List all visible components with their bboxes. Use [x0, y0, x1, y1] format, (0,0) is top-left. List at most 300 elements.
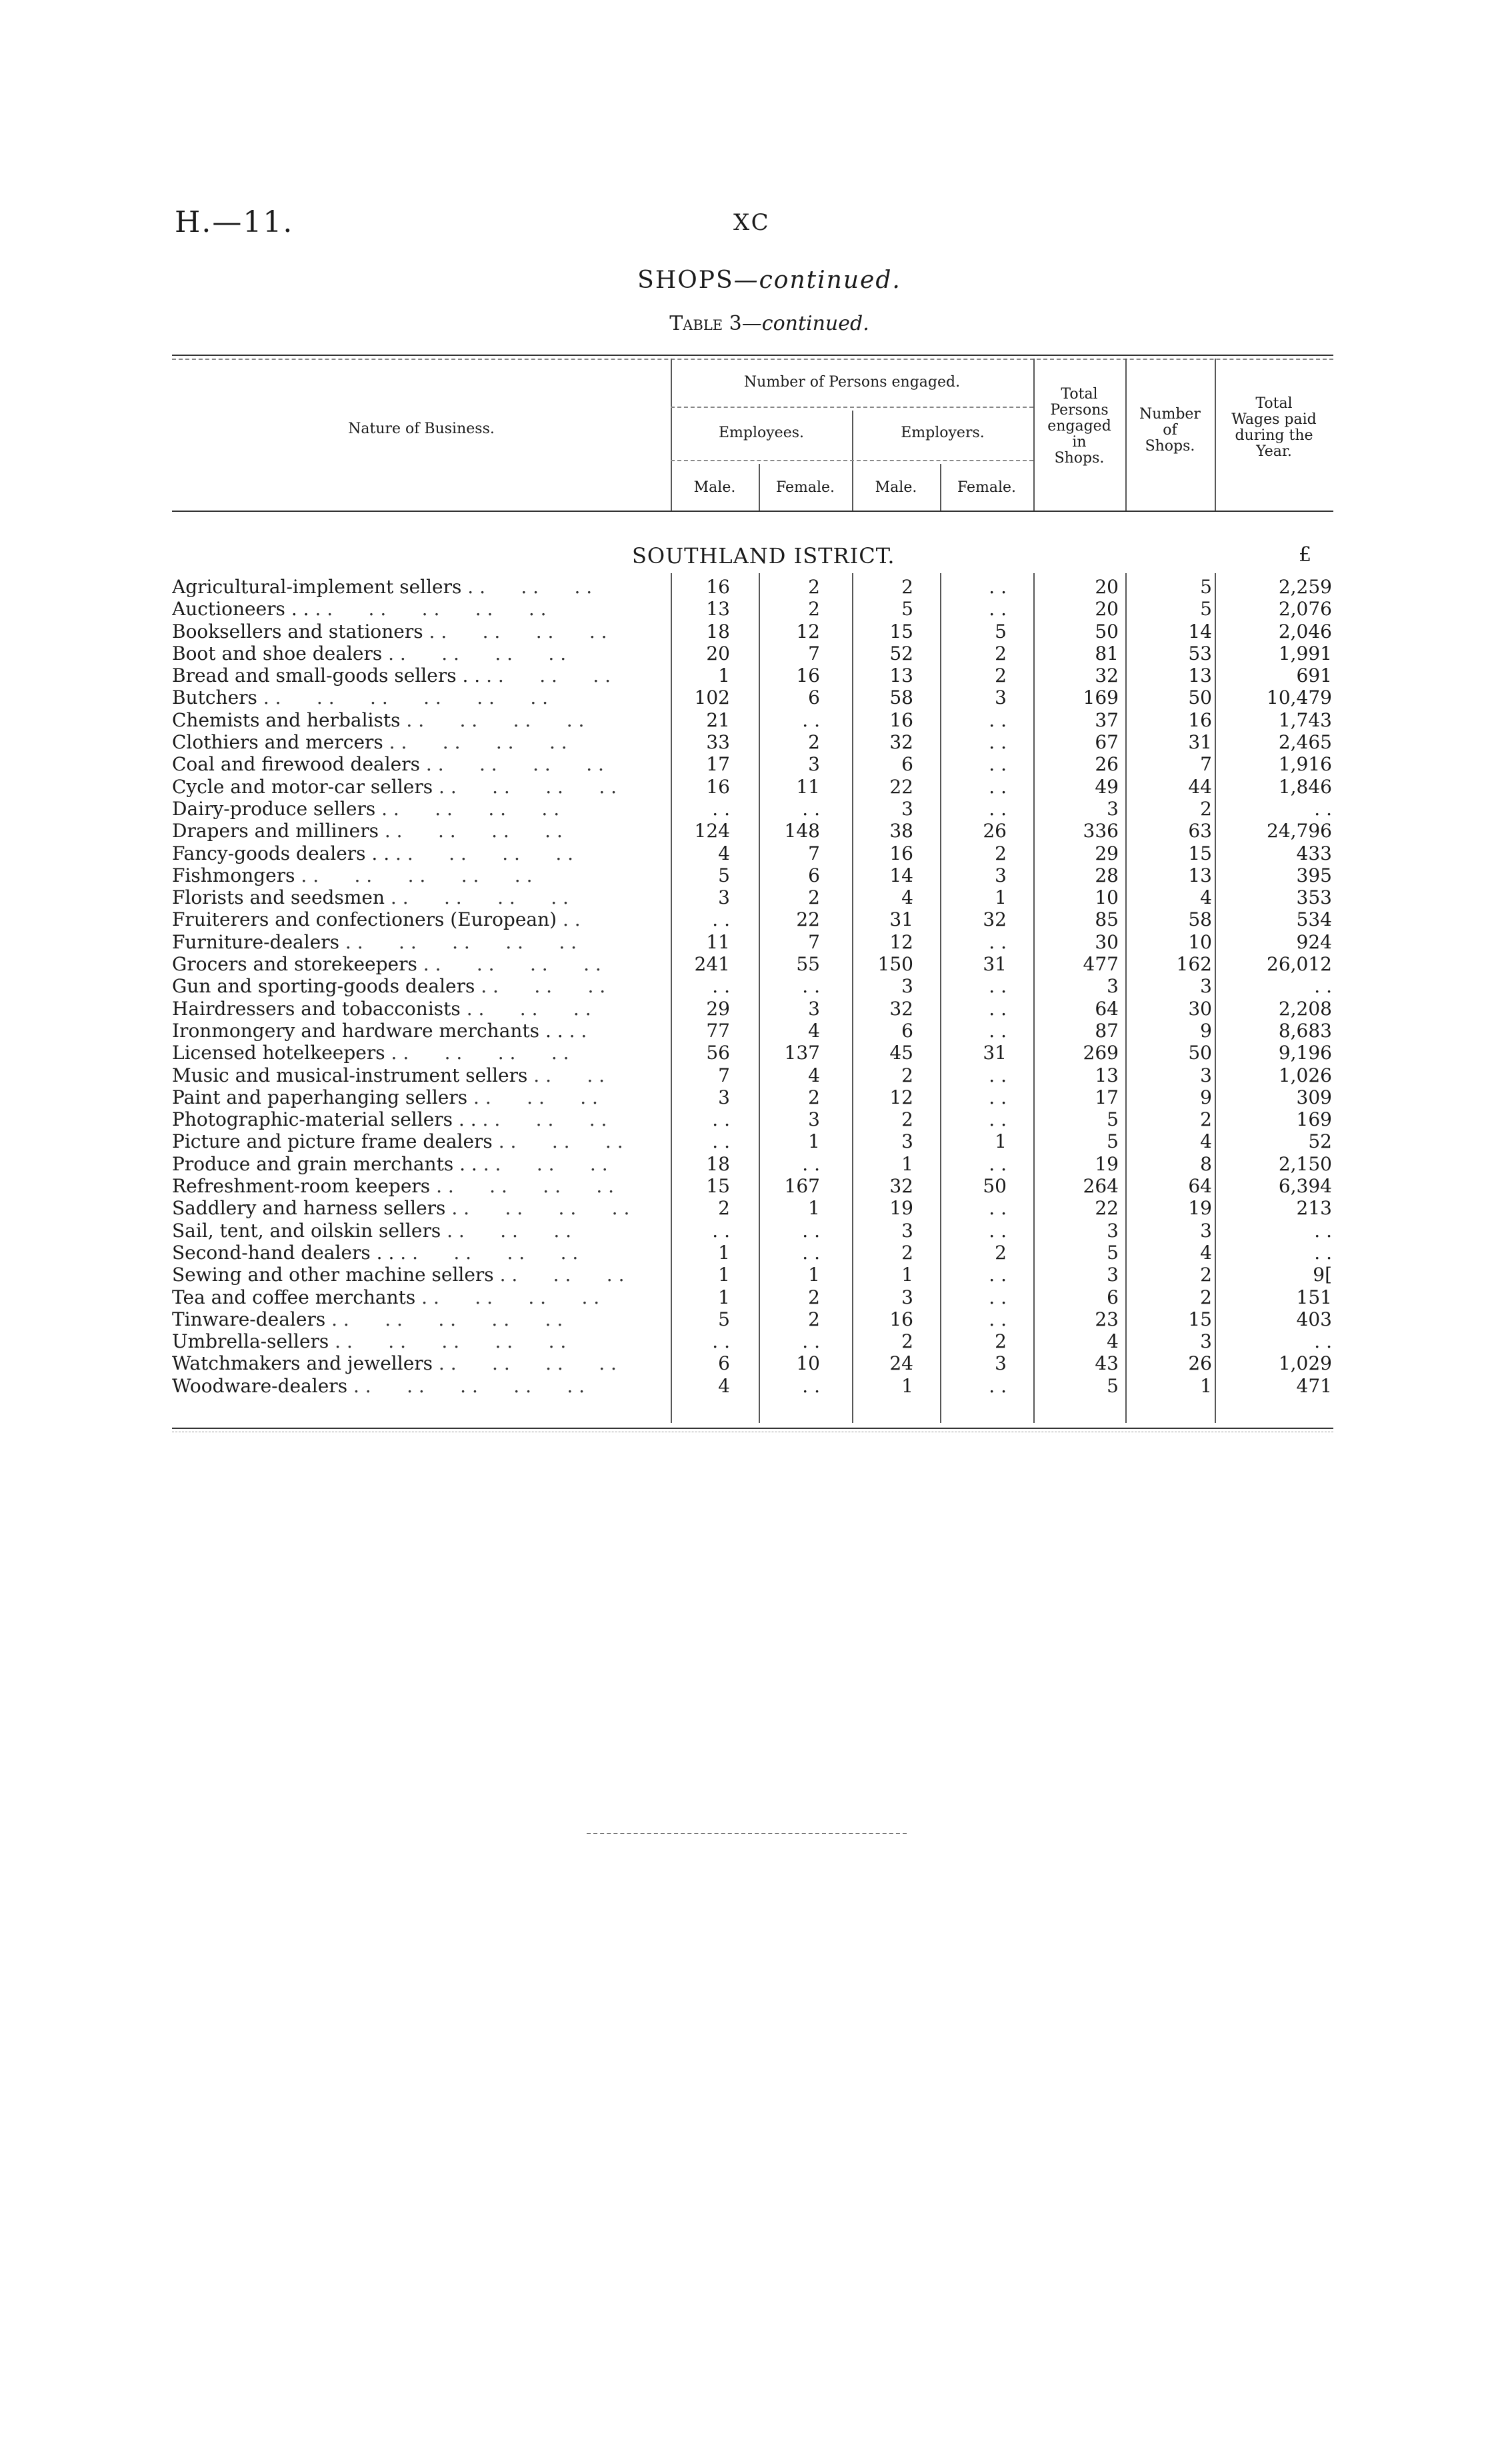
row-dot-leader: . . . . . . . . — [425, 753, 604, 776]
table-row — [172, 1308, 1333, 1330]
cell-number-of-shops: 1 — [1200, 1374, 1212, 1397]
cell-total-persons: 264 — [1083, 1175, 1119, 1198]
cell-total-persons: 87 — [1095, 1019, 1119, 1042]
cell-total-persons: 4 — [1107, 1330, 1119, 1353]
cell-total-persons: 269 — [1083, 1042, 1119, 1064]
cell-employees-female: 1 — [808, 1130, 820, 1153]
row-business-name — [172, 1286, 662, 1308]
row-business-name — [172, 931, 662, 953]
cell-employers-male: 4 — [901, 886, 913, 909]
row-business-name — [172, 1153, 662, 1175]
table-row — [172, 998, 1333, 1020]
cell-employers-male: 150 — [877, 953, 913, 976]
cell-number-of-shops: 63 — [1188, 820, 1212, 842]
row-business-name — [172, 842, 662, 864]
cell-total-wages: 309 — [1296, 1086, 1332, 1108]
cell-employers-female: 5 — [995, 620, 1007, 642]
cell-employees-female: 2 — [808, 1286, 820, 1308]
row-business-name — [172, 953, 662, 975]
cell-employers-male: 6 — [901, 753, 913, 776]
table-row — [172, 864, 1333, 886]
cell-total-persons: 85 — [1095, 908, 1119, 931]
cell-total-persons: 169 — [1083, 686, 1119, 709]
cell-employees-male: 17 — [706, 753, 730, 776]
cell-total-persons: 67 — [1095, 731, 1119, 754]
cell-employers-male: 2 — [901, 1064, 913, 1086]
cell-employees-female: 148 — [784, 820, 820, 842]
cell-total-persons: 6 — [1107, 1286, 1119, 1308]
row-business-name — [172, 598, 662, 620]
cell-employers-female: 2 — [995, 842, 1007, 864]
row-business-label: Refreshment-room keepers — [172, 1175, 431, 1198]
cell-employees-male: 7 — [718, 1064, 730, 1086]
column-group-persons: Number of Persons engaged. — [743, 374, 961, 391]
cell-employers-male: 38 — [889, 820, 913, 842]
row-business-label: Picture and picture frame dealers — [172, 1130, 493, 1153]
row-business-name — [172, 798, 662, 820]
cell-number-of-shops: 10 — [1188, 930, 1212, 953]
table-row — [172, 1108, 1333, 1130]
row-business-label: Licensed hotelkeepers — [172, 1042, 385, 1064]
row-dot-leader: . . . . . . . . . . — [335, 1330, 567, 1353]
table-row — [172, 1375, 1333, 1397]
cell-employers-male: 31 — [889, 908, 913, 931]
cell-employees-male: 29 — [706, 997, 730, 1020]
cell-number-of-shops: 31 — [1188, 731, 1212, 754]
cell-employers-female: . . — [989, 753, 1007, 776]
section-title-main: SHOPS — [637, 267, 734, 294]
cell-employers-female: 32 — [983, 908, 1007, 931]
cell-employers-female: . . — [989, 1197, 1007, 1220]
cell-employees-male: 4 — [718, 1374, 730, 1397]
table-row — [172, 642, 1333, 664]
cell-total-persons: 3 — [1107, 1264, 1119, 1286]
cell-number-of-shops: 3 — [1200, 1064, 1212, 1086]
cell-number-of-shops: 15 — [1188, 1308, 1212, 1330]
table-row — [172, 1220, 1333, 1242]
cell-employees-female: 2 — [808, 576, 820, 598]
cell-total-wages: 2,076 — [1278, 598, 1332, 620]
row-business-label: Bread and small-goods sellers . . — [172, 664, 481, 687]
cell-employees-female: 12 — [796, 620, 820, 642]
cell-employees-female: 1 — [808, 1197, 820, 1220]
column-nature: Nature of Business. — [348, 421, 495, 437]
cell-employers-female: . . — [989, 930, 1007, 953]
table-row — [172, 820, 1333, 842]
header-line: in — [1072, 434, 1087, 451]
row-dot-leader: . . . . . . . . — [406, 708, 585, 731]
currency-symbol: £ — [1299, 543, 1312, 567]
row-business-label: Produce and grain merchants . . — [172, 1152, 477, 1175]
cell-employees-male: 241 — [694, 953, 730, 976]
page-reference: H.—11. — [175, 205, 294, 239]
cell-employers-male: 3 — [901, 797, 913, 820]
cell-employees-male: 18 — [706, 1152, 730, 1175]
row-business-label: Agricultural-implement sellers — [172, 576, 462, 598]
cell-employees-female: . . — [802, 708, 820, 731]
row-dot-leader: . . . . — [533, 1064, 605, 1086]
table-row — [172, 620, 1333, 642]
cell-number-of-shops: 3 — [1200, 1219, 1212, 1242]
cell-employers-female: . . — [989, 975, 1007, 998]
cell-employees-female: 11 — [796, 775, 820, 798]
cell-total-wages: 1,991 — [1278, 642, 1332, 664]
cell-employees-female: . . — [802, 1219, 820, 1242]
cell-total-wages: 52 — [1308, 1130, 1332, 1153]
row-dot-leader: . . . . . . — [481, 975, 606, 998]
header-bottom-rule — [172, 511, 1333, 512]
cell-employers-male: 16 — [889, 708, 913, 731]
row-business-label: Boot and shoe dealers — [172, 642, 383, 664]
cell-employers-male: 16 — [889, 842, 913, 864]
header-line: Shops. — [1054, 450, 1105, 467]
table-row — [172, 1153, 1333, 1175]
table-row — [172, 598, 1333, 620]
table-row — [172, 886, 1333, 908]
cell-total-persons: 17 — [1095, 1086, 1119, 1108]
table-title — [0, 312, 1512, 335]
row-business-name — [172, 642, 662, 664]
cell-employees-female: 7 — [808, 842, 820, 864]
cell-number-of-shops: 3 — [1200, 1330, 1212, 1353]
cell-employers-female: . . — [989, 1286, 1007, 1308]
cell-employees-male: . . — [712, 797, 730, 820]
row-business-name — [172, 975, 662, 997]
cell-number-of-shops: 4 — [1200, 886, 1212, 909]
cell-total-wages: 395 — [1296, 864, 1332, 886]
cell-employees-male: 13 — [706, 598, 730, 620]
cell-number-of-shops: 162 — [1176, 953, 1212, 976]
cell-employers-female: . . — [989, 997, 1007, 1020]
row-business-label: Gun and sporting-goods dealers — [172, 975, 475, 998]
table-row — [172, 931, 1333, 953]
cell-employers-female: . . — [989, 1086, 1007, 1108]
row-dot-leader: . . . . . . . . . . — [331, 1308, 563, 1330]
cell-employees-male: . . — [712, 1219, 730, 1242]
row-business-name — [172, 686, 662, 708]
end-rule — [587, 1833, 907, 1834]
cell-total-persons: 23 — [1095, 1308, 1119, 1330]
row-business-name — [172, 753, 662, 775]
row-dot-leader: . . . . . . — [473, 1086, 598, 1108]
cell-total-persons: 81 — [1095, 642, 1119, 664]
cell-employees-female: 3 — [808, 753, 820, 776]
cell-total-wages: . . — [1314, 975, 1332, 998]
row-business-label: Coal and firewood dealers — [172, 753, 420, 776]
cell-employers-male: 2 — [901, 1241, 913, 1264]
row-dot-leader: . . . . . . . . . . . . — [263, 686, 549, 709]
cell-employees-female: 55 — [796, 953, 820, 976]
cell-total-persons: 5 — [1107, 1108, 1119, 1131]
cell-employers-female: 1 — [995, 886, 1007, 909]
row-business-label: Umbrella-sellers — [172, 1330, 329, 1353]
cell-number-of-shops: 4 — [1200, 1241, 1212, 1264]
cell-total-wages: 8,683 — [1278, 1019, 1332, 1042]
cell-employees-female: 2 — [808, 886, 820, 909]
cell-employees-male: . . — [712, 1330, 730, 1353]
cell-number-of-shops: 2 — [1200, 1264, 1212, 1286]
district-heading: SOUTHLAND ISTRICT. — [632, 543, 895, 569]
cell-employees-male: 5 — [718, 1308, 730, 1330]
cell-employers-female: . . — [989, 1219, 1007, 1242]
cell-employees-female: 22 — [796, 908, 820, 931]
cell-employers-male: 32 — [889, 997, 913, 1020]
row-business-label: Second-hand dealers . . — [172, 1241, 395, 1264]
table-row — [172, 776, 1333, 798]
cell-total-wages: 924 — [1296, 930, 1332, 953]
table-row — [172, 1064, 1333, 1086]
row-business-label: Sail, tent, and oilskin sellers — [172, 1219, 441, 1242]
cell-total-persons: 477 — [1083, 953, 1119, 976]
cell-total-wages: 26,012 — [1267, 953, 1332, 976]
cell-employers-female: . . — [989, 598, 1007, 620]
row-business-label: Fishmongers — [172, 864, 295, 886]
cell-number-of-shops: 30 — [1188, 997, 1212, 1020]
cell-total-persons: 10 — [1095, 886, 1119, 909]
row-business-label: Ironmongery and hardware merchants . . — [172, 1019, 563, 1042]
cell-number-of-shops: 50 — [1188, 686, 1212, 709]
cell-employers-male: 14 — [889, 864, 913, 886]
table-row — [172, 1197, 1333, 1219]
cell-employers-male: 3 — [901, 1286, 913, 1308]
table-header — [172, 355, 1333, 515]
cell-total-persons: 5 — [1107, 1241, 1119, 1264]
cell-employees-female: 10 — [796, 1352, 820, 1375]
row-business-name — [172, 1042, 662, 1064]
row-business-label: Sewing and other machine sellers — [172, 1264, 494, 1286]
column-employers-male: Male. — [875, 479, 917, 496]
cell-employees-female: 2 — [808, 731, 820, 754]
row-business-label: Hairdressers and tobacconists — [172, 997, 461, 1020]
table-row — [172, 1086, 1333, 1108]
header-line: during the — [1235, 427, 1313, 444]
cell-total-persons: 26 — [1095, 753, 1119, 776]
cell-employees-female: 3 — [808, 997, 820, 1020]
cell-total-wages: 534 — [1296, 908, 1332, 931]
cell-employees-female: 167 — [784, 1175, 820, 1198]
cell-number-of-shops: 2 — [1200, 797, 1212, 820]
cell-number-of-shops: 14 — [1188, 620, 1212, 642]
cell-employers-male: 1 — [901, 1152, 913, 1175]
row-dot-leader: . . . . . . . . — [395, 842, 574, 864]
section-title — [0, 267, 1512, 294]
cell-employers-male: 2 — [901, 1330, 913, 1353]
cell-number-of-shops: 7 — [1200, 753, 1212, 776]
cell-total-wages: 10,479 — [1267, 686, 1332, 709]
cell-employers-female: . . — [989, 708, 1007, 731]
row-business-label: Grocers and storekeepers — [172, 953, 417, 976]
column-employees-female: Female. — [775, 479, 835, 496]
header-line: Total — [1061, 386, 1098, 403]
cell-employers-female: 3 — [995, 686, 1007, 709]
row-business-name — [172, 1352, 662, 1374]
cell-employees-male: 16 — [706, 775, 730, 798]
table-row — [172, 1286, 1333, 1308]
cell-employees-female: . . — [802, 975, 820, 998]
table-row — [172, 686, 1333, 708]
cell-employers-female: 2 — [995, 642, 1007, 664]
column-employees: Employees. — [718, 425, 805, 441]
table-row — [172, 576, 1333, 598]
cell-employers-female: . . — [989, 1152, 1007, 1175]
row-business-name — [172, 709, 662, 731]
column-employers: Employers. — [901, 425, 985, 441]
row-business-label: Butchers — [172, 686, 257, 709]
cell-total-persons: 32 — [1095, 664, 1119, 687]
header-line: Wages paid — [1231, 411, 1317, 428]
cell-employees-male: 11 — [706, 930, 730, 953]
cell-employers-female: 3 — [995, 1352, 1007, 1375]
cell-total-persons: 5 — [1107, 1374, 1119, 1397]
header-line: Shops. — [1145, 438, 1195, 455]
cell-employees-female: 7 — [808, 930, 820, 953]
cell-employers-male: 58 — [889, 686, 913, 709]
row-business-label: Photographic-material sellers . . — [172, 1108, 477, 1131]
cell-number-of-shops: 9 — [1200, 1019, 1212, 1042]
row-business-label: Fancy-goods dealers . . — [172, 842, 390, 864]
cell-employees-male: 124 — [694, 820, 730, 842]
cell-employers-female: . . — [989, 1108, 1007, 1131]
row-business-label: Florists and seedsmen — [172, 886, 385, 909]
table-row — [172, 953, 1333, 975]
row-business-label: Chemists and herbalists — [172, 708, 401, 731]
cell-employees-male: . . — [712, 975, 730, 998]
row-business-label: Cycle and motor-car sellers — [172, 775, 433, 798]
cell-total-wages: 24,796 — [1267, 820, 1332, 842]
row-dot-leader: . . . . . . — [498, 1130, 623, 1153]
table-row — [172, 1264, 1333, 1286]
cell-employees-male: 15 — [706, 1175, 730, 1198]
cell-employees-male: . . — [712, 908, 730, 931]
row-dot-leader: . . . . . . — [483, 1152, 608, 1175]
row-dot-leader: . . . . . . . . — [451, 1197, 630, 1220]
header-top-rule — [172, 355, 1333, 356]
cell-employees-female: . . — [802, 1330, 820, 1353]
row-business-name — [172, 1242, 662, 1264]
cell-employers-female: 31 — [983, 1042, 1007, 1064]
row-dot-leader: . . . . . . . . — [421, 1286, 600, 1308]
cell-employers-female: 2 — [995, 1241, 1007, 1264]
row-dot-leader: . . . . . . . . — [389, 731, 567, 754]
cell-employees-male: 1 — [718, 1264, 730, 1286]
row-business-label: Tea and coffee merchants — [172, 1286, 416, 1308]
cell-total-persons: 336 — [1083, 820, 1119, 842]
header-top-rule-dashed — [172, 359, 1333, 360]
cell-employers-female: . . — [989, 1064, 1007, 1086]
header-line: Number — [1139, 406, 1201, 423]
row-dot-leader: . . . . . . . . . . — [315, 598, 547, 620]
cell-total-persons: 28 — [1095, 864, 1119, 886]
cell-employers-male: 12 — [889, 1086, 913, 1108]
table-row — [172, 1130, 1333, 1152]
header-line: engaged — [1047, 418, 1111, 435]
cell-employers-male: 32 — [889, 731, 913, 754]
cell-employers-female: 2 — [995, 1330, 1007, 1353]
row-business-name — [172, 1197, 662, 1219]
table-row — [172, 731, 1333, 753]
row-business-name — [172, 864, 662, 886]
row-dot-leader: . . . . . . — [499, 1264, 625, 1286]
cell-total-wages: 403 — [1296, 1308, 1332, 1330]
table-row — [172, 1352, 1333, 1374]
cell-employers-male: 2 — [901, 576, 913, 598]
cell-employers-male: 1 — [901, 1264, 913, 1286]
table-label: Table 3 — [669, 312, 742, 335]
cell-employers-male: 2 — [901, 1108, 913, 1131]
cell-total-persons: 3 — [1107, 1219, 1119, 1242]
cell-employees-male: 77 — [706, 1019, 730, 1042]
row-business-label: Woodware-dealers — [172, 1374, 348, 1397]
table-row — [172, 1242, 1333, 1264]
cell-employees-male: 6 — [718, 1352, 730, 1375]
cell-total-wages: 1,743 — [1278, 708, 1332, 731]
cell-employees-female: . . — [802, 797, 820, 820]
row-business-label: Clothiers and mercers — [172, 731, 383, 754]
cell-employees-male: 56 — [706, 1042, 730, 1064]
cell-employers-male: 13 — [889, 664, 913, 687]
cell-employers-male: 6 — [901, 1019, 913, 1042]
cell-employers-male: 22 — [889, 775, 913, 798]
row-business-name — [172, 576, 662, 598]
row-business-name — [172, 1330, 662, 1352]
cell-employees-male: 1 — [718, 1241, 730, 1264]
row-business-label: Tinware-dealers — [172, 1308, 326, 1330]
cell-employers-female: . . — [989, 731, 1007, 754]
cell-total-persons: 20 — [1095, 576, 1119, 598]
cell-employees-male: 20 — [706, 642, 730, 664]
cell-employees-male: . . — [712, 1130, 730, 1153]
table-row — [172, 709, 1333, 731]
cell-total-wages: 471 — [1296, 1374, 1332, 1397]
cell-employees-female: 2 — [808, 1308, 820, 1330]
cell-number-of-shops: 2 — [1200, 1286, 1212, 1308]
row-dot-leader: . . . . . . — [486, 664, 611, 687]
cell-total-wages: 169 — [1296, 1108, 1332, 1131]
cell-employees-male: 2 — [718, 1197, 730, 1220]
row-business-label: Watchmakers and jewellers — [172, 1352, 433, 1375]
row-business-name — [172, 998, 662, 1020]
cell-number-of-shops: 53 — [1188, 642, 1212, 664]
cell-number-of-shops: 64 — [1188, 1175, 1212, 1198]
row-business-name — [172, 1375, 662, 1397]
cell-number-of-shops: 3 — [1200, 975, 1212, 998]
table-label-suffix: —continued. — [741, 312, 869, 335]
row-dot-leader: . . . . . . . . — [429, 620, 607, 642]
row-business-name — [172, 820, 662, 842]
cell-employers-male: 45 — [889, 1042, 913, 1064]
cell-number-of-shops: 13 — [1188, 864, 1212, 886]
row-business-name — [172, 1020, 662, 1042]
row-dot-leader: . . — [562, 908, 581, 931]
cell-employers-male: 15 — [889, 620, 913, 642]
cell-employers-female: . . — [989, 1264, 1007, 1286]
cell-total-persons: 3 — [1107, 797, 1119, 820]
row-business-name — [172, 620, 662, 642]
table-row — [172, 1330, 1333, 1352]
row-business-name — [172, 1130, 662, 1152]
cell-total-persons: 22 — [1095, 1197, 1119, 1220]
table-body — [172, 576, 1333, 1397]
cell-employees-male: 16 — [706, 576, 730, 598]
table-row — [172, 908, 1333, 930]
cell-employers-male: 3 — [901, 1130, 913, 1153]
cell-employers-male: 19 — [889, 1197, 913, 1220]
row-dot-leader: . . . . . . . . — [388, 642, 567, 664]
cell-employers-female: . . — [989, 797, 1007, 820]
header-line: of — [1163, 422, 1177, 439]
table-row — [172, 975, 1333, 997]
table-row — [172, 1020, 1333, 1042]
